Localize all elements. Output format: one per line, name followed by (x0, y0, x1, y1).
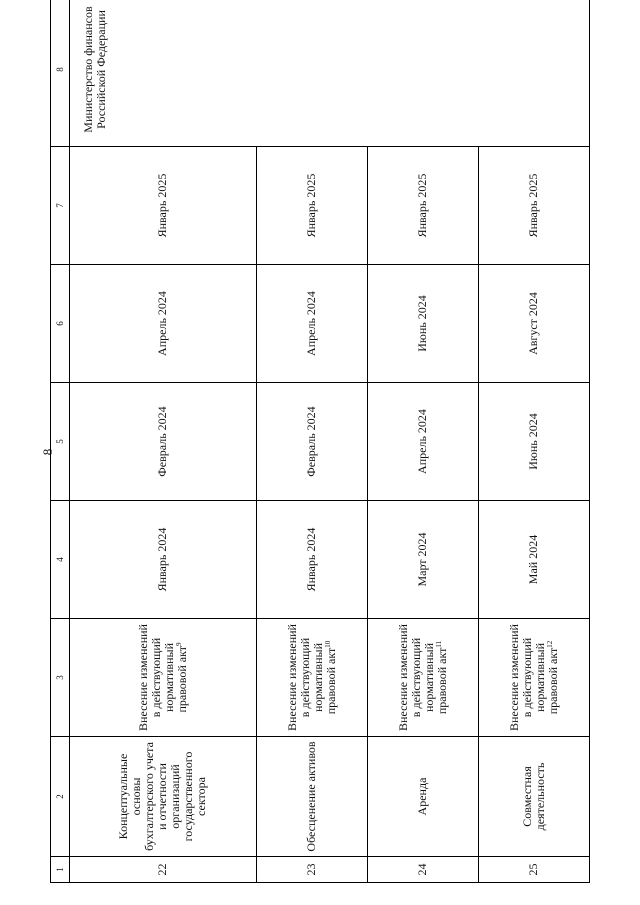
date-cell: Январь 2025 (367, 147, 478, 265)
date-cell: Февраль 2024 (70, 383, 257, 501)
act-type: Внесение изменений в действующий нормативный правовой акт$^9$ (70, 619, 257, 737)
date-cell: Март 2024 (367, 501, 478, 619)
row-number: 24 (367, 857, 478, 883)
date-cell: Апрель 2024 (256, 265, 367, 383)
row-number: 23 (256, 857, 367, 883)
responsible-executor: Министерство финансов Российской Федерации (70, 0, 590, 147)
table-row (70, 0, 257, 883)
date-cell: Январь 2024 (256, 501, 367, 619)
date-cell: Январь 2025 (478, 147, 589, 265)
date-cell: Апрель 2024 (367, 383, 478, 501)
standard-name: Совместная деятельность (478, 737, 589, 857)
date-cell: Август 2024 (478, 265, 589, 383)
date-cell: Январь 2025 (256, 147, 367, 265)
footnote-marker: 11 (434, 640, 443, 648)
schedule-table (50, 0, 590, 883)
date-cell: Январь 2024 (70, 501, 257, 619)
date-cell: Январь 2025 (70, 147, 257, 265)
column-number: 2 (51, 737, 70, 857)
column-number: 8 (51, 0, 70, 147)
act-type: Внесение изменений в действующий нормативный правовой акт$^{11}$ (367, 619, 478, 737)
landscape-table-sheet (50, 0, 590, 883)
column-number: 4 (51, 501, 70, 619)
column-number: 1 (51, 857, 70, 883)
footnote-marker: 9 (174, 642, 183, 646)
footnote-marker: 12 (545, 640, 554, 648)
date-cell: Апрель 2024 (70, 265, 257, 383)
footnote-marker: 10 (323, 640, 332, 648)
standard-name: Обесценение активов (256, 737, 367, 857)
date-cell: Июнь 2024 (478, 383, 589, 501)
column-number: 5 (51, 383, 70, 501)
act-type: Внесение изменений в действующий нормативный правовой акт$^{10}$ (256, 619, 367, 737)
act-type: Внесение изменений в действующий нормативный правовой акт$^{12}$ (478, 619, 589, 737)
column-number: 6 (51, 265, 70, 383)
date-cell: Февраль 2024 (256, 383, 367, 501)
date-cell: Июнь 2024 (367, 265, 478, 383)
column-number: 7 (51, 147, 70, 265)
row-number: 25 (478, 857, 589, 883)
standard-name: Аренда (367, 737, 478, 857)
standard-name: Концептуальные основы бухгалтерского учета и отчетности организаций государственного сектора (70, 737, 257, 857)
row-number: 22 (70, 857, 257, 883)
page-number: 8 (40, 448, 55, 456)
column-number: 3 (51, 619, 70, 737)
date-cell: Май 2024 (478, 501, 589, 619)
column-numbers-row (51, 0, 70, 883)
